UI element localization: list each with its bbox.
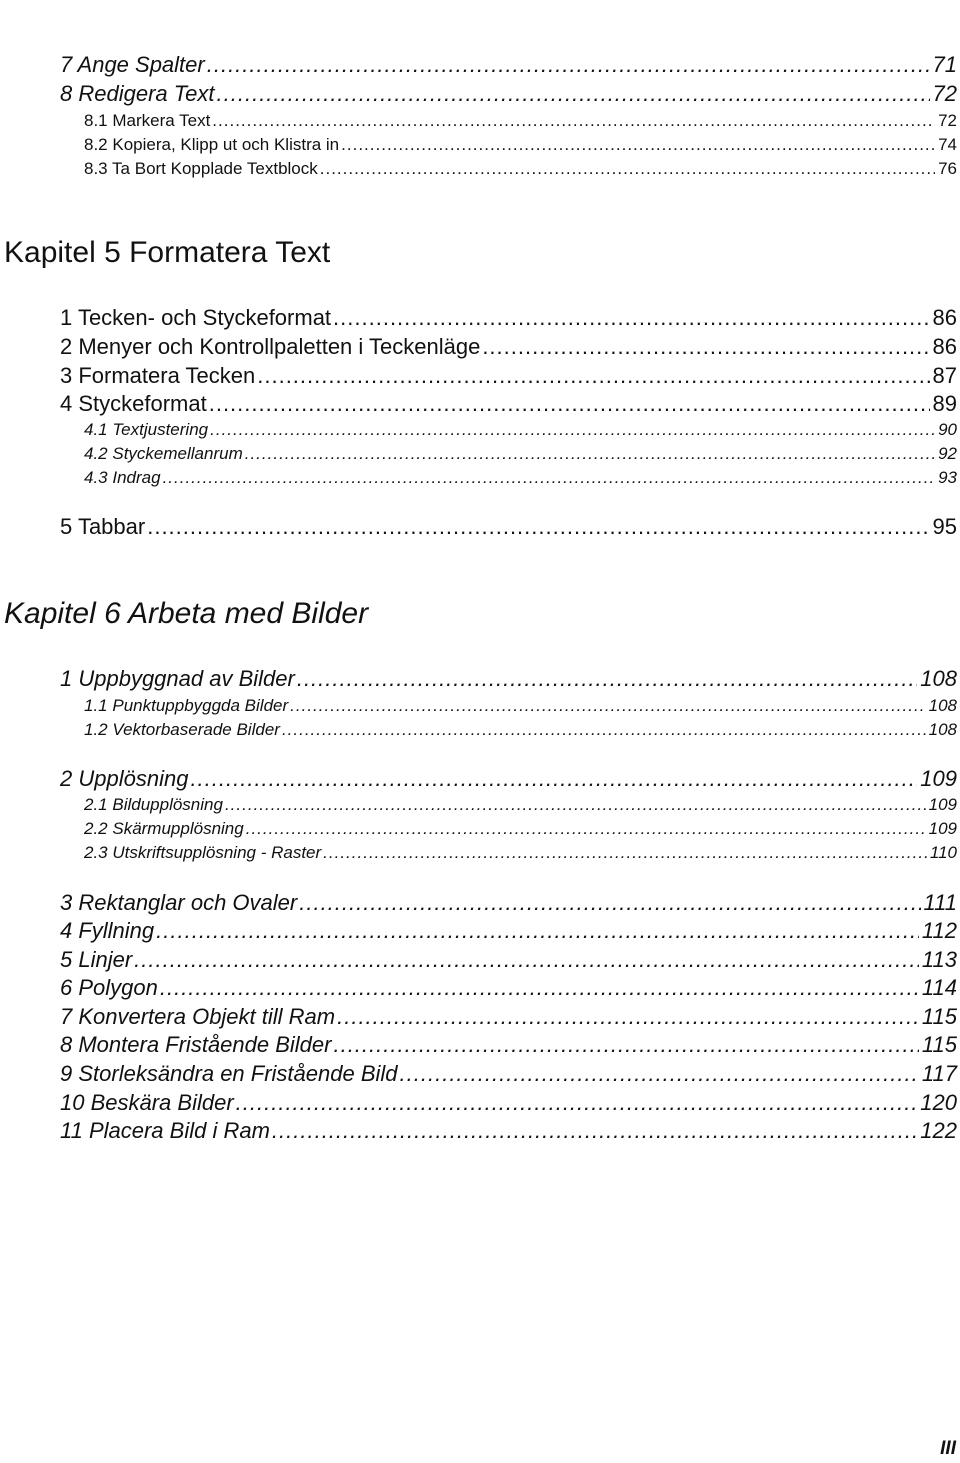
toc-subentry	[84, 819, 957, 839]
toc-subentry-page: 108	[928, 696, 957, 715]
toc-entry-label: 7 Ange Spalter	[60, 52, 205, 77]
toc-subentry-page: 108	[928, 720, 957, 739]
toc-entry-page: 115	[921, 1004, 957, 1029]
toc-subentry-label: 1.2 Vektorbaserade Bilder	[84, 720, 280, 739]
toc-subentry	[84, 135, 957, 155]
toc-entry-page: 87	[932, 363, 957, 388]
chapter-heading: Kapitel 5 Formatera Text	[4, 236, 331, 269]
page-number: III	[940, 1438, 956, 1459]
toc-subentry	[84, 468, 957, 488]
toc-entry	[60, 1118, 957, 1144]
toc-entry-label: 6 Polygon	[60, 975, 158, 1000]
toc-entry-label: 10 Beskära Bilder	[60, 1090, 234, 1115]
leader-dots	[246, 819, 926, 839]
toc-subentry	[84, 159, 957, 179]
toc-entry-label: 5 Tabbar	[60, 514, 146, 539]
toc-entry-page: 109	[920, 766, 957, 791]
leader-dots	[290, 696, 925, 716]
toc-entry-label: 1 Uppbyggnad av Bilder	[60, 666, 295, 691]
toc-entry-label: 9 Storleksändra en Fristående Bild	[60, 1061, 398, 1086]
toc-entry-label: 11 Placera Bild i Ram	[60, 1118, 270, 1143]
leader-dots	[147, 514, 929, 540]
toc-entry	[60, 1090, 957, 1116]
toc-entry	[60, 890, 957, 916]
toc-entry-page: 112	[921, 918, 957, 943]
toc-entry	[60, 975, 957, 1001]
leader-dots	[190, 766, 917, 792]
toc-entry	[60, 918, 957, 944]
leader-dots	[210, 420, 935, 440]
toc-subentry-label: 8.1 Markera Text	[84, 111, 211, 130]
toc-subentry-page: 110	[929, 843, 957, 862]
leader-dots	[341, 135, 935, 155]
toc-entry	[60, 334, 957, 360]
toc-entry	[60, 1032, 957, 1058]
leader-dots	[245, 444, 935, 464]
leader-dots	[297, 666, 917, 692]
toc-subentry-label: 2.1 Bildupplösning	[84, 795, 223, 814]
toc-entry-label: 4 Styckeformat	[60, 391, 207, 416]
toc-subentry	[84, 696, 957, 716]
toc-subentry	[84, 795, 957, 815]
toc-entry-label: 8 Montera Fristående Bilder	[60, 1032, 332, 1057]
leader-dots	[282, 720, 926, 740]
toc-subentry-page: 72	[938, 111, 957, 130]
toc-entry-label: 4 Fyllning	[60, 918, 155, 943]
leader-dots	[236, 1090, 918, 1116]
toc-subentry-page: 76	[938, 159, 957, 178]
toc-entry-page: 71	[932, 52, 957, 77]
toc-entry-page: 113	[921, 947, 957, 972]
leader-dots	[207, 52, 930, 78]
toc-subentry	[84, 720, 957, 740]
toc-entry	[60, 391, 957, 417]
toc-subentry-label: 4.2 Styckemellanrum	[84, 444, 243, 463]
toc-entry-page: 72	[932, 81, 957, 106]
toc-entry	[60, 363, 957, 389]
toc-entry-page: 89	[932, 391, 957, 416]
leader-dots	[217, 81, 930, 107]
leader-dots	[257, 363, 929, 389]
toc-entry-page: 108	[920, 666, 957, 691]
leader-dots	[212, 111, 935, 131]
toc-subentry-label: 8.3 Ta Bort Kopplade Textblock	[84, 159, 318, 178]
toc-subentry-label: 4.1 Textjustering	[84, 420, 209, 439]
toc-entry-page: 111	[923, 890, 957, 915]
toc-entry	[60, 514, 957, 540]
leader-dots	[299, 890, 920, 916]
leader-dots	[323, 843, 927, 863]
toc-subentry-page: 109	[928, 795, 957, 814]
toc-entry-label: 8 Redigera Text	[60, 81, 215, 106]
toc-subentry	[84, 843, 957, 863]
toc-subentry-label: 4.3 Indrag	[84, 468, 161, 487]
toc-entry-page: 117	[921, 1061, 957, 1086]
leader-dots	[333, 305, 929, 331]
toc-entry	[60, 1004, 957, 1030]
toc-subentry-page: 74	[938, 135, 957, 154]
toc-entry	[60, 947, 957, 973]
toc-subentry-label: 2.2 Skärmupplösning	[84, 819, 244, 838]
toc-subentry	[84, 420, 957, 440]
toc-entry-label: 3 Rektanglar och Ovaler	[60, 890, 298, 915]
toc-entry	[60, 81, 957, 107]
toc-entry-label: 2 Upplösning	[60, 766, 189, 791]
toc-entry	[60, 766, 957, 792]
toc-entry-label: 2 Menyer och Kontrollpaletten i Teckenläge	[60, 334, 481, 359]
leader-dots	[225, 795, 926, 815]
leader-dots	[337, 1004, 919, 1030]
toc-entry-page: 114	[921, 975, 957, 1000]
toc-subentry-page: 92	[938, 444, 957, 463]
toc-subentry	[84, 111, 957, 131]
chapter-heading: Kapitel 6 Arbeta med Bilder	[4, 597, 369, 630]
toc-subentry-label: 2.3 Utskriftsupplösning - Raster	[84, 843, 322, 862]
toc-subentry-page: 109	[928, 819, 957, 838]
toc-entry-page: 95	[932, 514, 957, 539]
toc-subentry-label: 8.2 Kopiera, Klipp ut och Klistra in	[84, 135, 340, 154]
toc-subentry-page: 93	[938, 468, 957, 487]
toc-entry-page: 120	[920, 1090, 957, 1115]
toc-entry	[60, 666, 957, 692]
toc-entry-page: 86	[932, 334, 957, 359]
leader-dots	[156, 918, 919, 944]
leader-dots	[482, 334, 929, 360]
toc-entry	[60, 305, 957, 331]
toc-entry-label: 3 Formatera Tecken	[60, 363, 256, 388]
toc-entry-page: 115	[921, 1032, 957, 1057]
toc-entry-page: 86	[932, 305, 957, 330]
toc-entry-label: 1 Tecken- och Styckeformat	[60, 305, 332, 330]
toc-subentry-label: 1.1 Punktuppbyggda Bilder	[84, 696, 289, 715]
toc-entry	[60, 52, 957, 78]
toc-subentry	[84, 444, 957, 464]
toc-entry-label: 7 Konvertera Objekt till Ram	[60, 1004, 336, 1029]
leader-dots	[160, 975, 919, 1001]
leader-dots	[320, 159, 935, 179]
leader-dots	[134, 947, 919, 973]
toc-entry-label: 5 Linjer	[60, 947, 133, 972]
leader-dots	[209, 391, 930, 417]
toc-entry-page: 122	[920, 1118, 957, 1143]
leader-dots	[163, 468, 936, 488]
toc-entry	[60, 1061, 957, 1087]
toc-subentry-page: 90	[938, 420, 957, 439]
leader-dots	[400, 1061, 919, 1087]
leader-dots	[272, 1118, 917, 1144]
leader-dots	[333, 1032, 918, 1058]
